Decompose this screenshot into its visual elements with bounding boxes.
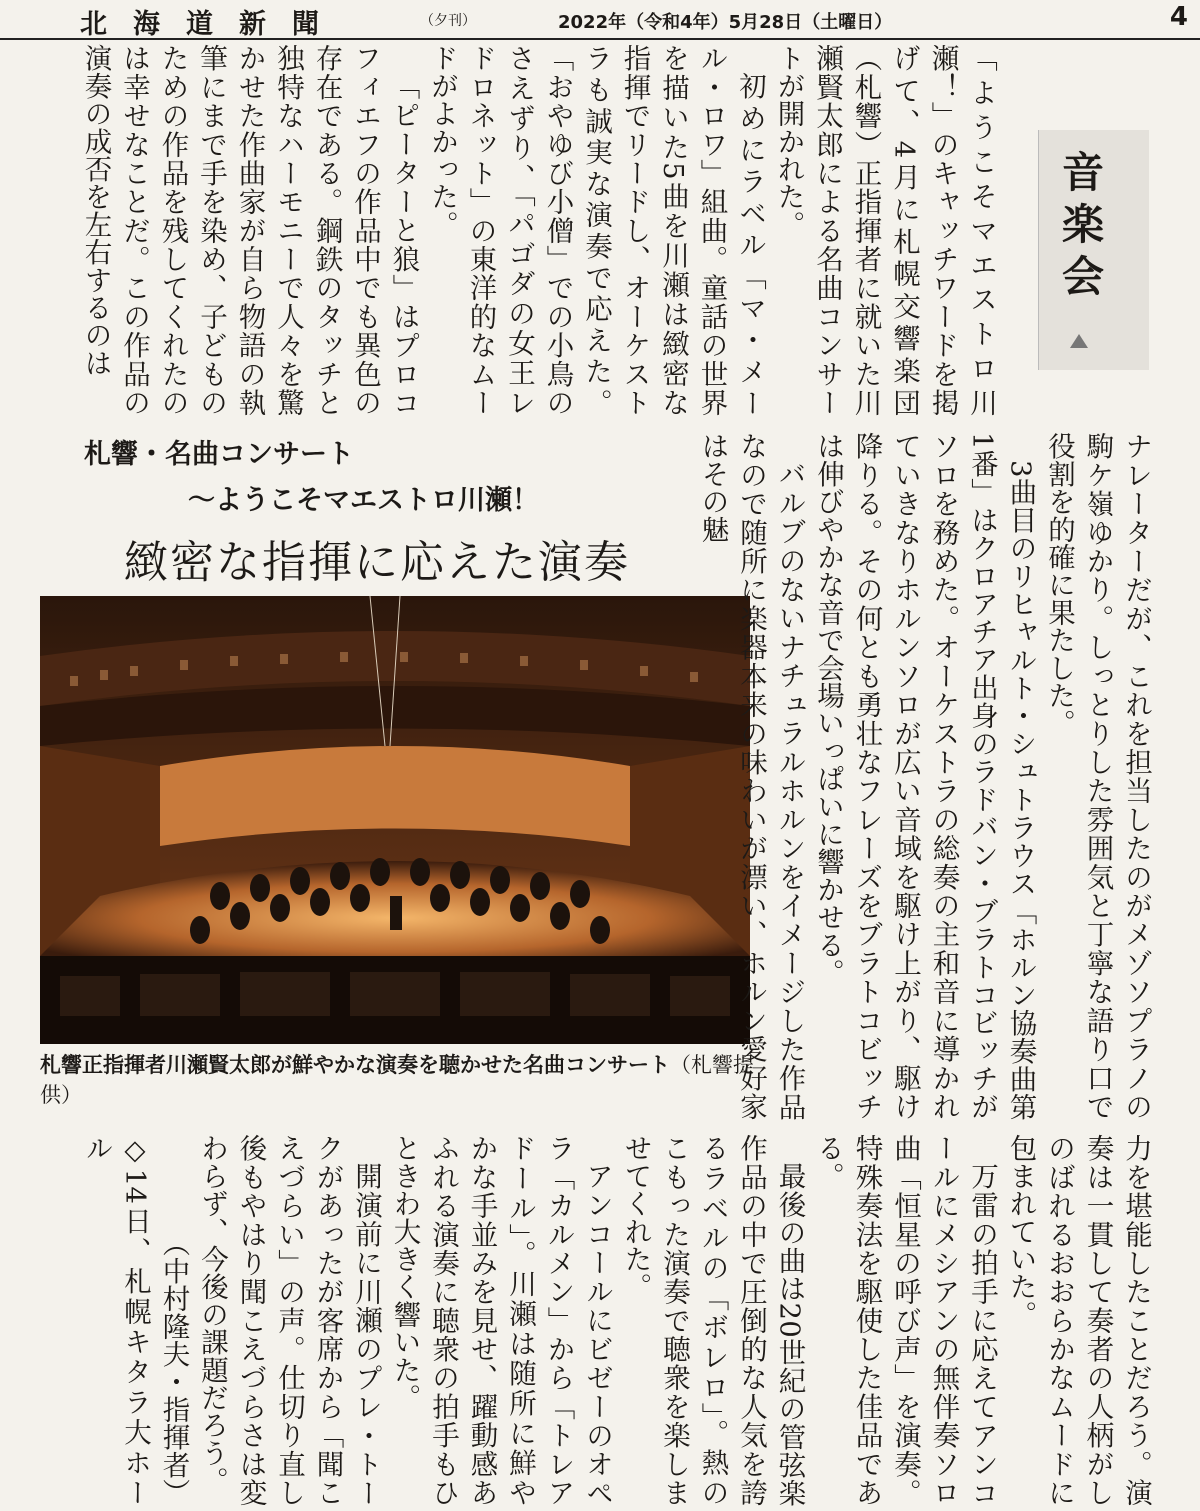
- article-paragraph: 「ようこそマエストロ川瀬！」のキャッチワードを掲げて、4月に札幌交響楽団（札響）正指揮者に就いた川瀬賢太郎による名曲コンサートが開かれた。: [772, 44, 997, 416]
- article-paragraph: 最後の曲は20世紀の管弦楽作品の中で圧倒的な人気を誇るラベルの「ボレロ」。熱のこもった演奏で聴衆を楽しませてくれた。: [619, 1134, 806, 1506]
- section-label: 音楽会: [1056, 150, 1105, 306]
- article-paragraph: 開演前に川瀬のプレ・トークがあったが客席から「聞こえづらい」の声。仕切り直し後もやはり聞こえづらさは変わらず、今後の課題だろう。: [196, 1134, 382, 1506]
- article-paragraph: 「ピーターと狼」はプロコフィエフの作品中でも異色の存在である。鋼鉄のタッチと独特なハーモニーで人々を驚かせた作曲家が自ら物語の執筆にまで手を染め、子どものための作品を残してくれたのは幸せなことだ。この作品の演奏の成否を左右するのは: [79, 44, 420, 416]
- newspaper-title: 北海道新聞: [80, 9, 345, 40]
- issue-date: 2022年（令和4年）5月28日（土曜日）: [558, 12, 893, 33]
- edition-label: （夕刊）: [420, 13, 476, 29]
- article-paragraph: バルブのないナチュラルホルンをイメージした作品なので随所に楽器本来の味わいが漂い、ホルン愛好家はその魅: [696, 432, 806, 1120]
- article-paragraph: アンコールにビゼーのオペラ「カルメン」から「トレアドール」。川瀬は随所に鮮やかな手並みを見せ、躍動感あふれる演奏に聴衆の拍手もひときわ大きく響いた。: [388, 1134, 613, 1506]
- venue-note: ◇14日、札幌キタラ大ホール: [80, 1134, 151, 1506]
- article-paragraph: 初めにラベル「マ・メール・ロワ」組曲。童話の世界を描いた5曲を川瀬は緻密な指揮でリードし、オーケストラも誠実な演奏で応えた。「おやゆび小僧」での小鳥のさえずり、「パゴダの女王レドロネット」の東洋的なムードがよかった。: [426, 44, 766, 416]
- article-paragraph: 力を堪能したことだろう。演奏は一貫して奏者の人柄がしのばれるおおらかなムードに包まれていた。: [1004, 1134, 1152, 1506]
- article-paragraph: 3曲目のリヒャルト・シュトラウス「ホルン協奏曲第1番」はクロアチア出身のラドバン・ブラトコビッチがソロを務めた。オーケストラの総奏の主和音に導かれていきなりホルンソロが広い音域を駆け上がり、駆け降りる。その何とも勇壮なフレーズをブラトコビッチは伸びやかな音で会場いっぱいに響かせる。: [812, 432, 1037, 1120]
- article-paragraph: ナレーターだが、これを担当したのがメゾソプラノの駒ケ嶺ゆかり。しっとりした雰囲気と丁寧な語り口で役割を的確に果たした。: [1043, 432, 1152, 1120]
- concert-photo: [40, 596, 750, 1044]
- caption-text: 札響正指揮者川瀬賢太郎が鮮やかな演奏を聴かせた名曲コンサート: [40, 1053, 670, 1077]
- photo-caption: [40, 1050, 755, 1110]
- article-paragraph: 万雷の拍手に応えてアンコールにメシアンの無伴奏ソロ曲「恒星の呼び声」を演奏。特殊奏法を駆使した佳品である。: [812, 1134, 998, 1506]
- headline-line-2: ～ようこそマエストロ川瀬！: [188, 485, 539, 516]
- photo-credit: （札響提供）: [40, 1053, 754, 1107]
- article-middle-section: [696, 432, 1155, 1120]
- triangle-icon: [1070, 334, 1088, 348]
- headline-main: 緻密な指揮に応えた演奏: [124, 537, 630, 588]
- article-bottom-section: [40, 1134, 1155, 1506]
- article-top-section: [40, 44, 1000, 416]
- headline-line-1: 札響・名曲コンサート: [84, 439, 354, 470]
- masthead: [0, 0, 1200, 40]
- page-number: 4: [1169, 2, 1188, 32]
- concert-hall-image: [40, 596, 750, 1044]
- author-byline: （中村隆夫・指揮者）: [157, 1229, 190, 1506]
